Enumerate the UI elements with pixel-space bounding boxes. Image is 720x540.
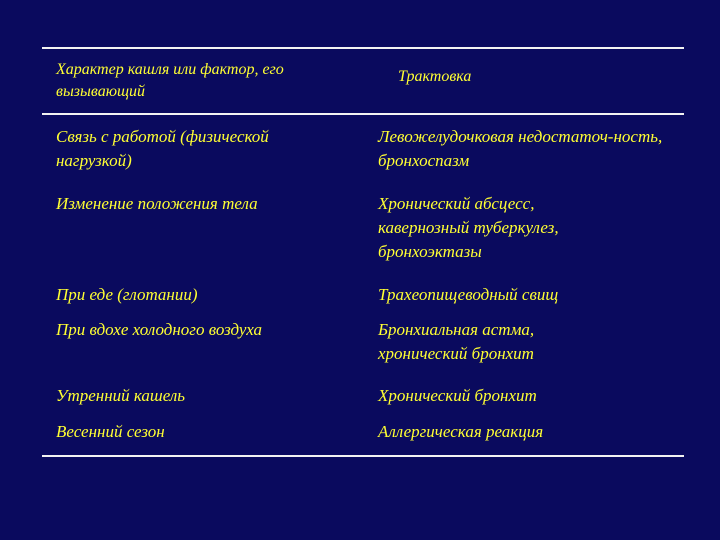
row-5-factor: Утренний кашель bbox=[56, 386, 186, 405]
row-2-factor: Изменение положения тела bbox=[56, 194, 258, 213]
table-bottom-rule bbox=[42, 455, 684, 457]
row-1-interpretation: Левожелудочковая недостаточ-ность, бронхоспазм bbox=[378, 127, 663, 170]
table-header-rule bbox=[42, 113, 684, 115]
header-factor: Характер кашля или фактор, его вызывающий bbox=[56, 61, 284, 100]
row-3-factor: При еде (глотании) bbox=[56, 285, 198, 304]
row-6-factor: Весенний сезон bbox=[56, 422, 165, 441]
row-4-factor: При вдохе холодного воздуха bbox=[56, 320, 263, 339]
row-4-interpretation: Бронхиальная астма, хронический бронхит bbox=[378, 320, 535, 363]
row-3-interpretation: Трахеопищеводный свищ bbox=[378, 285, 559, 304]
row-1-factor: Связь с работой (физической нагрузкой) bbox=[56, 127, 269, 170]
header-interpretation: Трактовка bbox=[398, 68, 472, 85]
row-6-interpretation: Аллергическая реакция bbox=[378, 422, 544, 441]
table-top-rule bbox=[42, 47, 684, 49]
row-2-interpretation: Хронический абсцесс, кавернозный туберкулез, бронхоэктазы bbox=[378, 194, 559, 261]
row-5-interpretation: Хронический бронхит bbox=[378, 386, 537, 405]
